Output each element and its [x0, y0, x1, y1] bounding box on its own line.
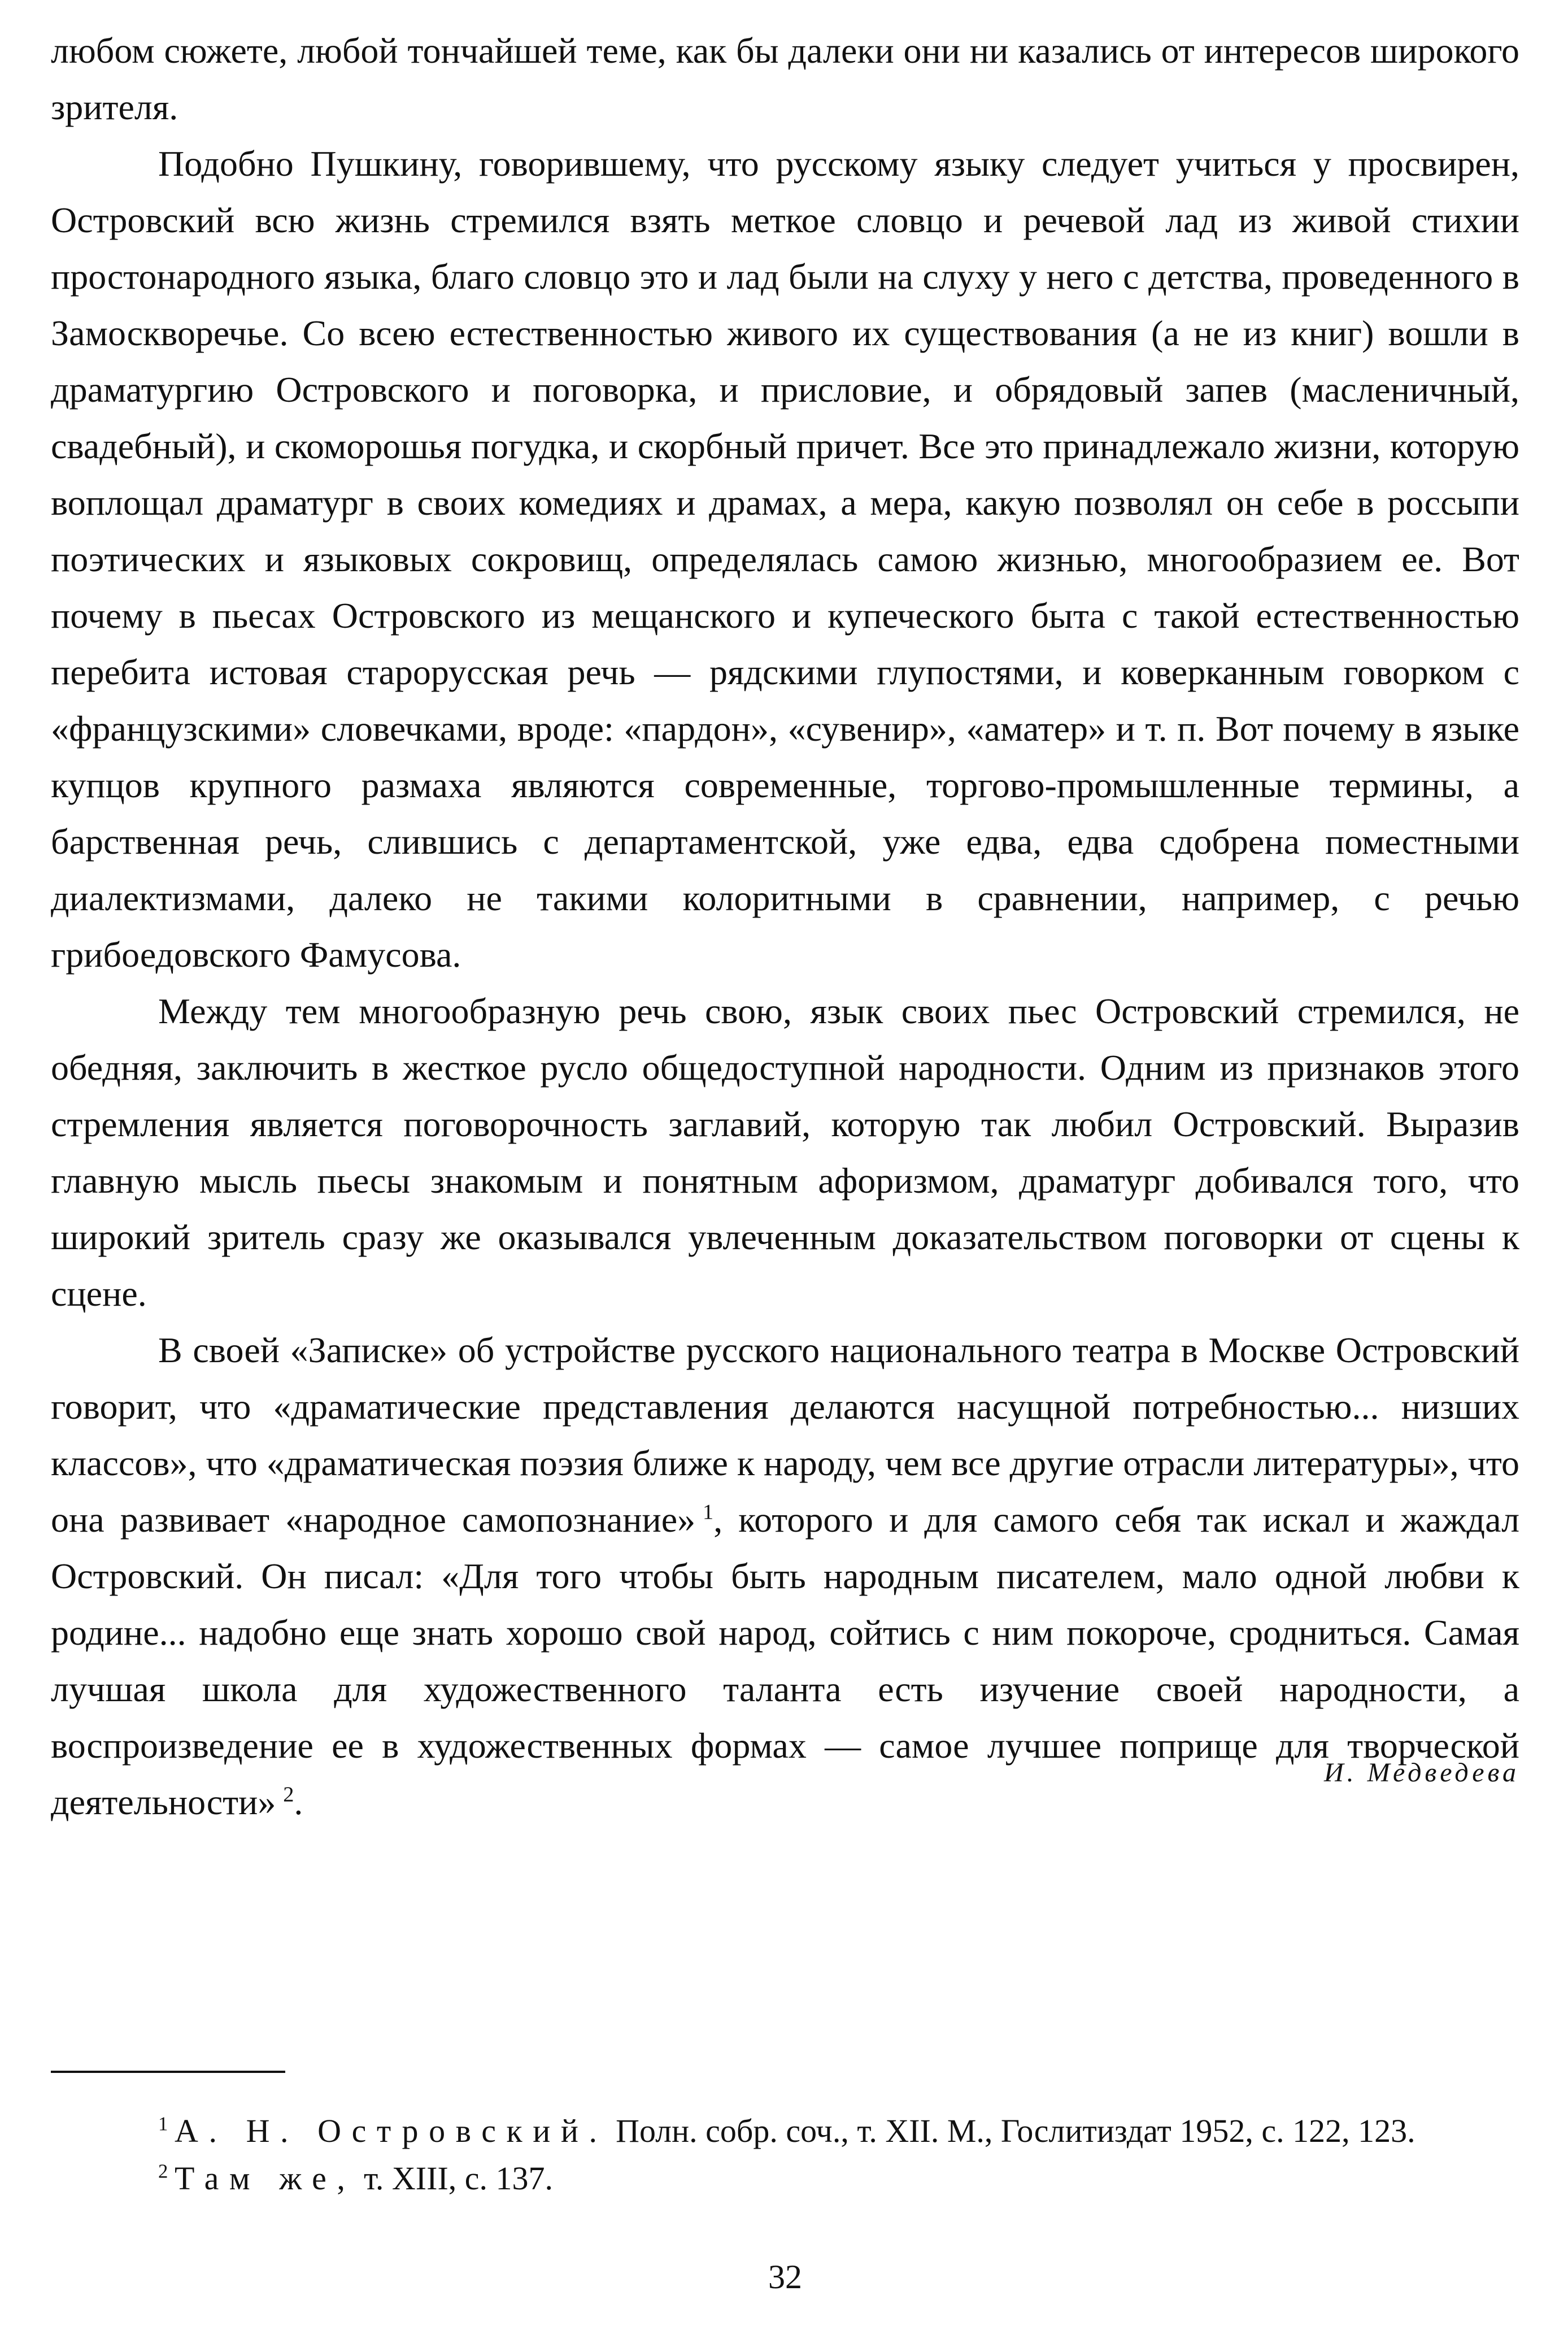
- footnote-1: [51, 2107, 1519, 2155]
- author-signature: И. Медведева: [1324, 1758, 1519, 1788]
- footnote-2-ibid: Там же,: [175, 2160, 356, 2197]
- footnotes: [51, 2107, 1519, 2202]
- paragraph-2: Подобно Пушкину, говорившему, что русскому языку следует учиться у просвирен, Островский всю жизнь стремился взять меткое словцо и речевой лад из живой стихии простонародного языка, благо словцо это и лад были на слуху у него с детства, проведенного в Замоскворечье. Со всею естественностью живого их существования (а не из книг) вошли в драматургию Островского и поговорка, и присловие, и обрядовый запев (масленичный, свадебный), и скоморошья погудка, и скорбный причет. Все это принадлежало жизни, которую воплощал драматург в своих комедиях и драмах, а мера, какую позволял он себе в россыпи поэтических и языковых сокровищ, определялась самою жизнью, многообразием ее. Вот почему в пьесах Островского из мещанского и купеческого быта с такой естественностью перебита истовая старорусская речь — рядскими глупостями, и коверканным говорком с «французскими» словечками, вроде: «пардон», «сувенир», «аматер» и т. п. Вот почему в языке купцов крупного размаха являются современные, торгово-промышленные термины, а барственная речь, слившись с департаментской, уже едва, едва сдобрена поместными диалектизмами, далеко не такими колоритными в сравнении, например, с речью грибоедовского Фамусова.: [51, 144, 1519, 975]
- page-number: 32: [768, 2258, 802, 2296]
- footnote-2: [51, 2155, 1519, 2202]
- main-text: [51, 23, 1519, 1831]
- footnote-1-marker: 1: [158, 2112, 168, 2135]
- footnote-1-text: Полн. собр. соч., т. XII. М., Гослитиздат 1952, с. 122, 123.: [607, 2112, 1415, 2149]
- paragraph-4-part-1: В своей «Записке» об устройстве русского национального театра в Москве Островский говорит, что «драматические представления делаются насущной потребностью... низших классов», что «драматическая поэзия ближе к народу, чем все другие отрасли литературы», что она развивает «народное самопознание»: [51, 1330, 1519, 1540]
- paragraph-4-part-3: .: [294, 1782, 303, 1822]
- paragraph-4: [51, 1322, 1519, 1831]
- paragraph-1: любом сюжете, любой тончайшей теме, как бы далеки они ни казались от интересов широкого зрителя.: [51, 31, 1519, 127]
- footnote-ref-2: 2: [283, 1783, 294, 1807]
- book-page: [51, 23, 1519, 2305]
- paragraph-4-part-2: , которого и для самого себя так искал и жаждал Островский. Он писал: «Для того чтобы быть народным писателем, мало одной любви к родине... надобно еще знать хорошо свой народ, сойтись с ним покороче, сродниться. Самая лучшая школа для художественного таланта есть изучение своей народности, а воспроизведение ее в художественных формах — самое лучшее поприще для творческой деятельности»: [51, 1499, 1520, 1822]
- footnote-ref-1: 1: [702, 1500, 714, 1524]
- footnote-separator: [51, 2071, 285, 2073]
- footnote-1-author: А. Н. Островский.: [175, 2112, 608, 2149]
- paragraph-3: Между тем многообразную речь свою, язык своих пьес Островский стремился, не обедняя, заключить в жесткое русло общедоступной народности. Одним из признаков этого стремления является поговорочность заглавий, которую так любил Островский. Выразив главную мысль пьесы знакомым и понятным афоризмом, драматург добивался того, что широкий зритель сразу же оказывался увлеченным доказательством поговорки от сцены к сцене.: [51, 991, 1519, 1314]
- footnote-2-marker: 2: [158, 2160, 168, 2183]
- footnote-2-text: т. XIII, с. 137.: [355, 2160, 553, 2197]
